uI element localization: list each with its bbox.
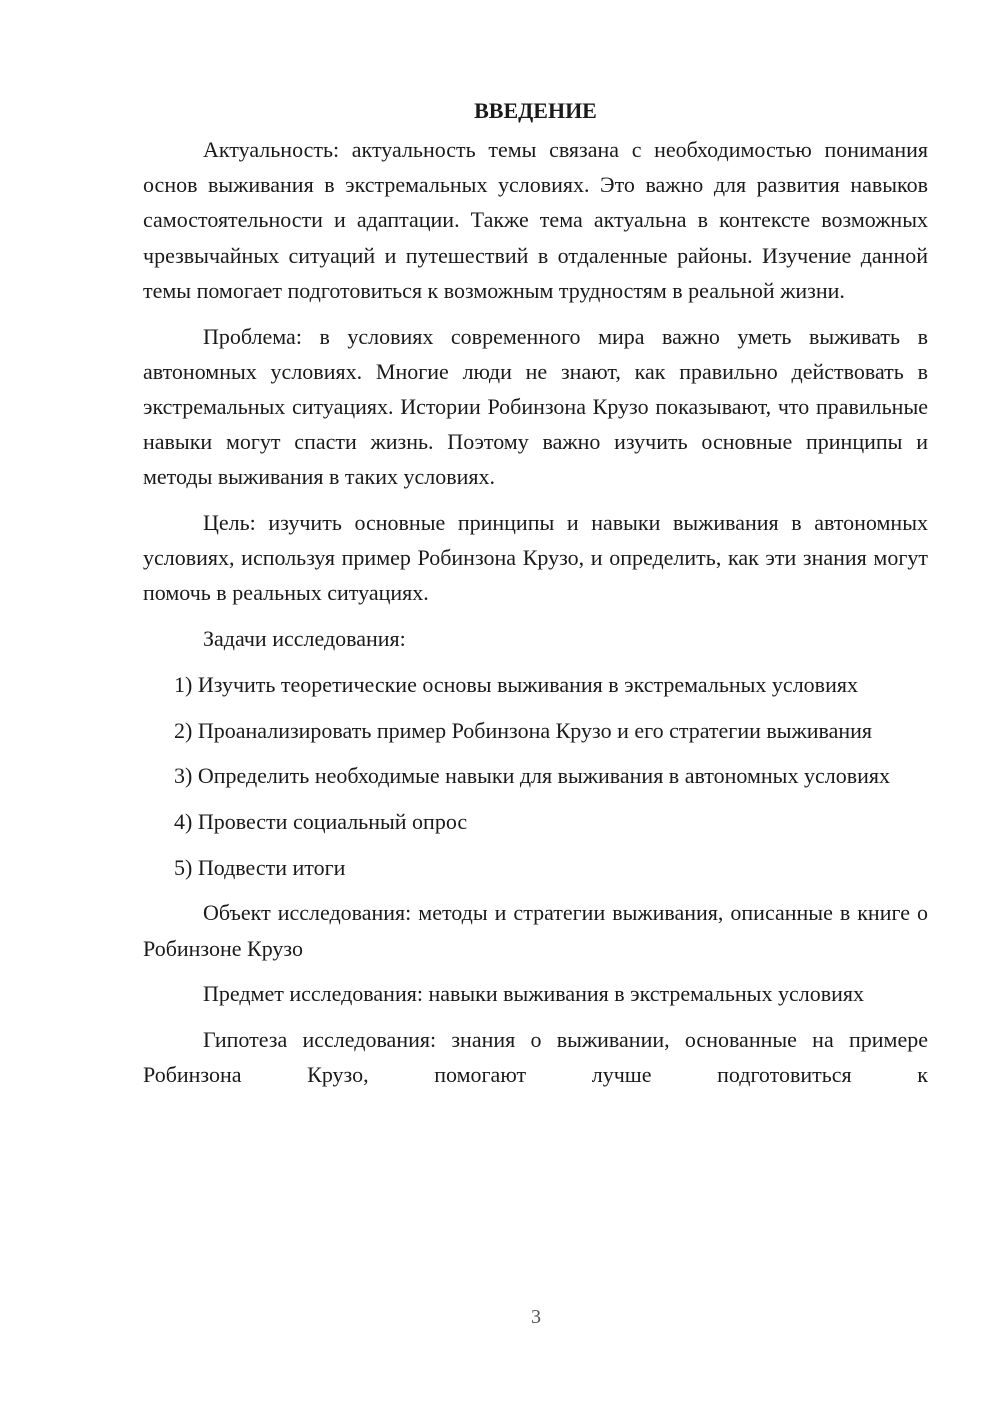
- page-number: 3: [531, 1306, 541, 1328]
- page-title: ВВЕДЕНИЕ: [474, 98, 597, 123]
- problem-paragraph: Проблема: в условиях современного мира важно уметь выживать в автономных условиях. Многие люди не знают, как правильно действовать в экстремальных ситуациях. Истории Робинзона Крузо показывают, что правильные навыки могут спасти жизнь. Поэтому важно изучить основные принципы и методы выживания в таких условиях.: [143, 323, 928, 490]
- task-item-3: 3) Определить необходимые навыки для выживания в автономных условиях: [174, 763, 890, 789]
- tasks-heading: Задачи исследования:: [203, 626, 406, 652]
- task-item-1: 1) Изучить теоретические основы выживания в экстремальных условиях: [174, 671, 858, 697]
- task-item-2: 2) Проанализировать пример Робинзона Крузо и его стратегии выживания: [174, 717, 873, 743]
- object-paragraph: Объект исследования: методы и стратегии выживания, описанные в книге о Робинзоне Крузо: [143, 900, 928, 961]
- subject-paragraph: Предмет исследования: навыки выживания в экстремальных условиях: [203, 981, 864, 1007]
- document-page: [143, 96, 928, 1092]
- relevance-paragraph: Актуальность: актуальность темы связана с необходимостью понимания основ выживания в экстремальных условиях. Это важно для развития навыков самостоятельности и адаптации. Также тема актуальна в контексте возможных чрезвычайных ситуаций и путешествий в отдаленные районы. Изучение данной темы помогает подготовиться к возможным трудностям в реальной жизни.: [143, 137, 928, 303]
- task-item-5: 5) Подвести итоги: [174, 854, 346, 880]
- hypothesis-paragraph: Гипотеза исследования: знания о выживании, основанные на примере Робинзона Крузо, помогают лучше подготовиться к: [143, 1026, 928, 1088]
- goal-paragraph: Цель: изучить основные принципы и навыки выживания в автономных условиях, используя пример Робинзона Крузо, и определить, как эти знания могут помочь в реальных ситуациях.: [143, 510, 928, 606]
- task-item-4: 4) Провести социальный опрос: [174, 808, 468, 834]
